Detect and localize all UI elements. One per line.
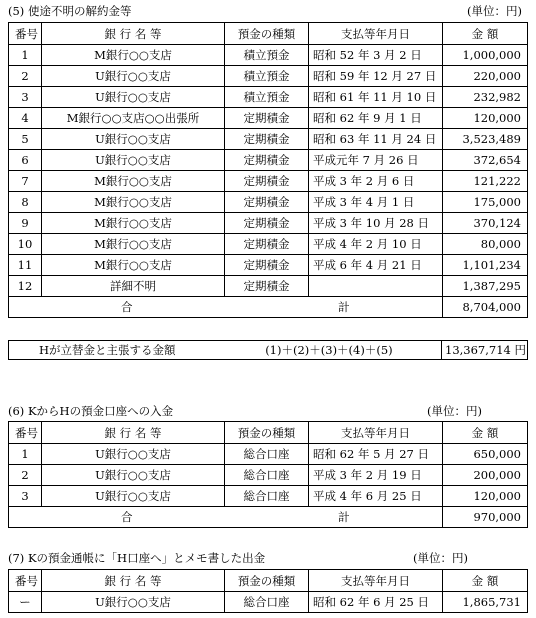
row-date: 平成 4 年 2 月 10 日 [309, 234, 443, 255]
table-row [9, 276, 528, 297]
header-amount: 金 額 [443, 570, 528, 592]
row-date: 昭和 62 年 5 月 27 日 [309, 444, 443, 465]
claim-label: Hが立替金と主張する金額 [39, 343, 176, 357]
row-date: 昭和 62 年 6 月 25 日 [309, 592, 443, 613]
row-number: 8 [9, 192, 42, 213]
table-row [9, 213, 528, 234]
total-label-a: 合 [121, 300, 133, 314]
row-bank: 詳細不明 [42, 276, 225, 297]
row-date: 平成 3 年 10 月 28 日 [309, 213, 443, 234]
table-row [9, 108, 528, 129]
row-date: 昭和 52 年 3 月 2 日 [309, 45, 443, 66]
total-row [9, 507, 528, 528]
row-bank: M銀行○○支店 [42, 45, 225, 66]
section6-title: (6) KからHの預金口座への入金 [8, 404, 174, 418]
row-deposit-type: 定期積金 [225, 234, 309, 255]
row-number: 1 [9, 45, 42, 66]
row-deposit-type: 総合口座 [225, 486, 309, 507]
table-row [9, 66, 528, 87]
row-number: 6 [9, 150, 42, 171]
row-date [309, 276, 443, 297]
row-bank: U銀行○○支店 [42, 465, 225, 486]
row-amount: 120,000 [443, 486, 528, 507]
row-amount: 120,000 [443, 108, 528, 129]
header-no: 番号 [9, 23, 42, 45]
row-date: 平成元年 7 月 26 日 [309, 150, 443, 171]
total-row [9, 297, 528, 318]
row-deposit-type: 定期積金 [225, 255, 309, 276]
row-deposit-type: 定期積金 [225, 171, 309, 192]
row-amount: 3,523,489 [443, 129, 528, 150]
row-number: 11 [9, 255, 42, 276]
row-number: 5 [9, 129, 42, 150]
header-type: 預金の種類 [225, 570, 309, 592]
table-row [9, 87, 528, 108]
total-label-b: 計 [338, 300, 350, 314]
claim-formula: (1)＋(2)＋(3)＋(4)＋(5) [265, 343, 393, 357]
total-label-a: 合 [121, 510, 133, 524]
row-bank: M銀行○○支店 [42, 171, 225, 192]
table-header-row [9, 23, 528, 45]
row-bank: M銀行○○支店 [42, 234, 225, 255]
header-bank: 銀 行 名 等 [42, 23, 225, 45]
row-bank: M銀行○○支店 [42, 192, 225, 213]
row-deposit-type: 積立預金 [225, 45, 309, 66]
row-number: 7 [9, 171, 42, 192]
total-amount: 970,000 [443, 507, 528, 528]
table-row [9, 592, 528, 613]
section7-table [8, 569, 528, 613]
row-amount: 370,124 [443, 213, 528, 234]
total-label [9, 507, 443, 528]
row-bank: M銀行○○支店 [42, 213, 225, 234]
claim-box [8, 340, 528, 360]
total-amount: 8,704,000 [443, 297, 528, 318]
row-number: 9 [9, 213, 42, 234]
row-number: 3 [9, 87, 42, 108]
row-amount: 80,000 [443, 234, 528, 255]
row-number: ー [9, 592, 42, 613]
row-number: 1 [9, 444, 42, 465]
row-bank: U銀行○○支店 [42, 592, 225, 613]
row-amount: 1,101,234 [443, 255, 528, 276]
row-number: 2 [9, 465, 42, 486]
table-header-row [9, 570, 528, 592]
row-date: 平成 6 年 4 月 21 日 [309, 255, 443, 276]
table-row [9, 255, 528, 276]
row-amount: 121,222 [443, 171, 528, 192]
section7-unit: (単位：円) [413, 551, 468, 565]
row-deposit-type: 定期積金 [225, 276, 309, 297]
row-amount: 1,865,731 [443, 592, 528, 613]
header-amount: 金 額 [443, 422, 528, 444]
row-number: 10 [9, 234, 42, 255]
section6-table [8, 421, 528, 528]
row-date: 昭和 62 年 9 月 1 日 [309, 108, 443, 129]
row-deposit-type: 総合口座 [225, 465, 309, 486]
total-label-b: 計 [338, 510, 350, 524]
row-deposit-type: 定期積金 [225, 108, 309, 129]
row-amount: 175,000 [443, 192, 528, 213]
row-deposit-type: 定期積金 [225, 213, 309, 234]
table-row [9, 465, 528, 486]
row-number: 2 [9, 66, 42, 87]
row-amount: 200,000 [443, 465, 528, 486]
row-deposit-type: 総合口座 [225, 592, 309, 613]
row-deposit-type: 積立預金 [225, 87, 309, 108]
row-date: 平成 3 年 4 月 1 日 [309, 192, 443, 213]
row-amount: 1,000,000 [443, 45, 528, 66]
row-amount: 232,982 [443, 87, 528, 108]
row-date: 平成 3 年 2 月 19 日 [309, 465, 443, 486]
row-number: 4 [9, 108, 42, 129]
row-deposit-type: 積立預金 [225, 66, 309, 87]
table-row [9, 129, 528, 150]
header-date: 支払等年月日 [309, 422, 443, 444]
section5-table [8, 22, 528, 318]
row-number: 12 [9, 276, 42, 297]
row-deposit-type: 総合口座 [225, 444, 309, 465]
row-amount: 650,000 [443, 444, 528, 465]
row-amount: 220,000 [443, 66, 528, 87]
table-row [9, 444, 528, 465]
row-bank: U銀行○○支店 [42, 444, 225, 465]
header-no: 番号 [9, 422, 42, 444]
table-row [9, 192, 528, 213]
row-number: 3 [9, 486, 42, 507]
row-bank: M銀行○○支店 [42, 255, 225, 276]
row-deposit-type: 定期積金 [225, 129, 309, 150]
row-bank: U銀行○○支店 [42, 150, 225, 171]
claim-amount: 13,367,714 円 [442, 341, 528, 360]
row-date: 平成 3 年 2 月 6 日 [309, 171, 443, 192]
row-date: 昭和 63 年 11 月 24 日 [309, 129, 443, 150]
header-bank: 銀 行 名 等 [42, 570, 225, 592]
section7-title: (7) Kの預金通帳に「H口座へ」とメモ書した出金 [8, 551, 266, 565]
header-amount: 金 額 [443, 23, 528, 45]
total-label [9, 297, 443, 318]
section6-unit: (単位：円) [427, 404, 482, 418]
header-date: 支払等年月日 [309, 23, 443, 45]
row-amount: 1,387,295 [443, 276, 528, 297]
table-row [9, 45, 528, 66]
claim-label-cell [9, 341, 442, 360]
table-row [9, 171, 528, 192]
row-bank: U銀行○○支店 [42, 486, 225, 507]
row-bank: U銀行○○支店 [42, 87, 225, 108]
header-date: 支払等年月日 [309, 570, 443, 592]
row-date: 昭和 59 年 12 月 27 日 [309, 66, 443, 87]
row-deposit-type: 定期積金 [225, 150, 309, 171]
header-type: 預金の種類 [225, 422, 309, 444]
header-no: 番号 [9, 570, 42, 592]
table-header-row [9, 422, 528, 444]
row-deposit-type: 定期積金 [225, 192, 309, 213]
table-row [9, 234, 528, 255]
section5-unit: (単位：円) [467, 4, 522, 18]
header-type: 預金の種類 [225, 23, 309, 45]
table-row [9, 486, 528, 507]
section5-title: (5) 使途不明の解約金等 [8, 4, 132, 18]
row-bank: U銀行○○支店 [42, 129, 225, 150]
row-date: 平成 4 年 6 月 25 日 [309, 486, 443, 507]
row-bank: U銀行○○支店 [42, 66, 225, 87]
table-row [9, 150, 528, 171]
row-bank: M銀行○○支店○○出張所 [42, 108, 225, 129]
row-date: 昭和 61 年 11 月 10 日 [309, 87, 443, 108]
header-bank: 銀 行 名 等 [42, 422, 225, 444]
row-amount: 372,654 [443, 150, 528, 171]
